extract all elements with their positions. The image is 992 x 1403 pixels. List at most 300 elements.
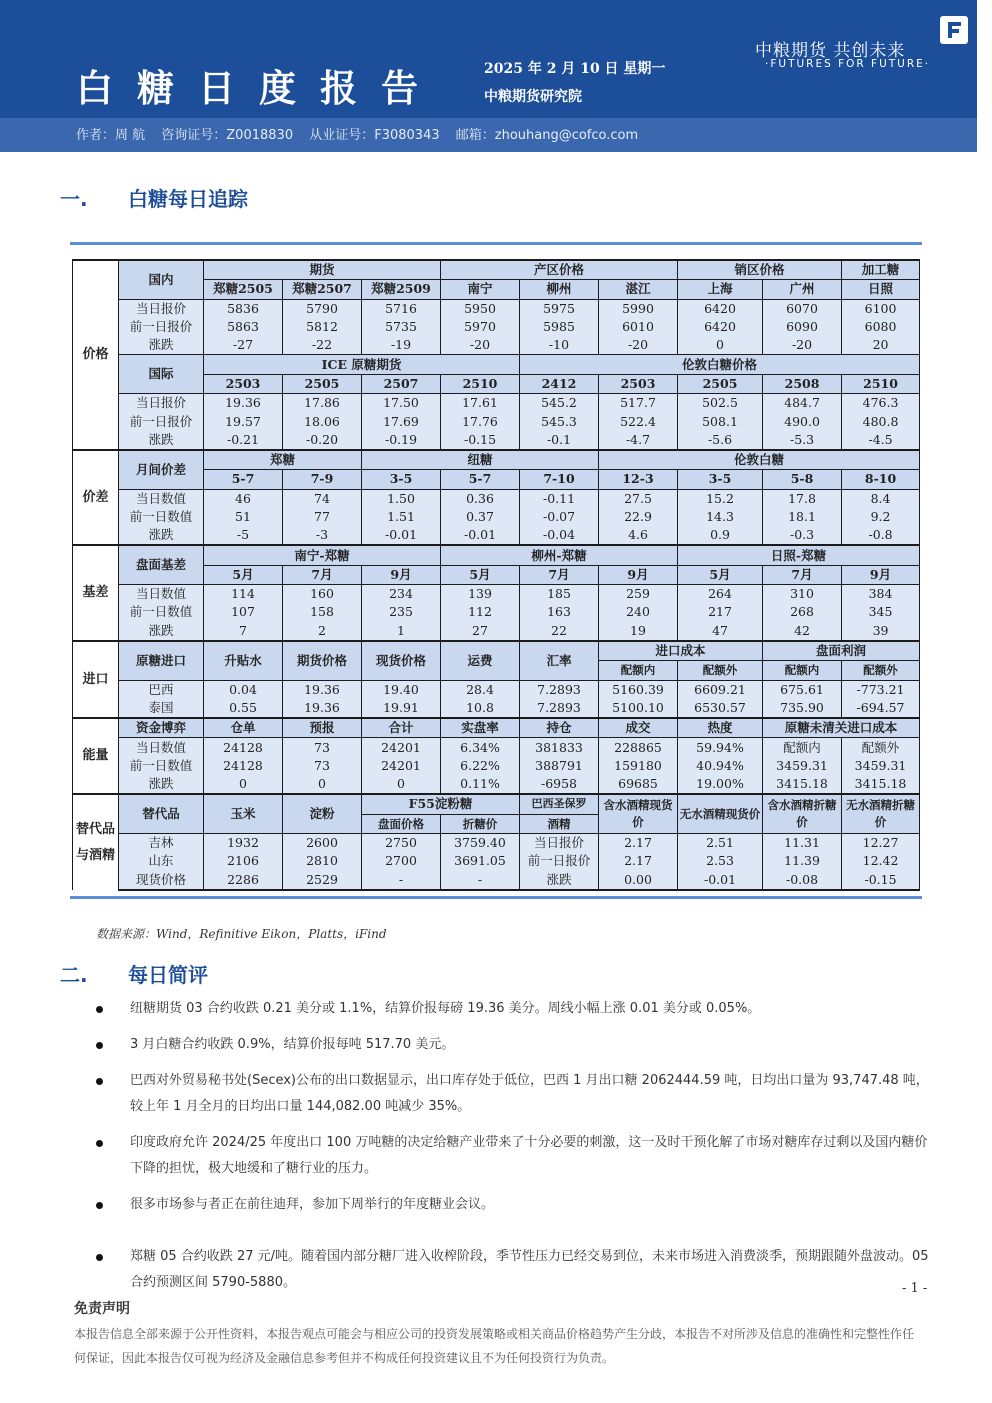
disclaimer-text: 本报告信息全部来源于公开性资料，本报告观点可能会与相应公司的投资发展策略或相关商品价格趋势产生分歧，本报告不对所涉及信息的准确性和完整性作任何保证，因此本报告仅可视为经济及金融信息参考但并不构成任何投资建议且不为任何投资行为负责。 bbox=[74, 1327, 915, 1365]
intl-label: 国际 bbox=[119, 355, 204, 394]
value-cell: -0.15 bbox=[441, 431, 520, 450]
value-cell: 3691.05 bbox=[441, 852, 520, 870]
column-header: 3-5 bbox=[362, 470, 441, 489]
value-cell: 73 bbox=[283, 738, 362, 757]
value-cell: -10 bbox=[520, 336, 599, 355]
row-label: 涨跌 bbox=[520, 871, 599, 890]
column-header: 期货价格 bbox=[283, 641, 362, 680]
group-header: 伦敦白糖价格 bbox=[520, 355, 920, 374]
column-header: 含水酒精折糖价 bbox=[763, 794, 842, 833]
column-header: 3-5 bbox=[678, 470, 763, 489]
list-item bbox=[96, 1192, 932, 1218]
value-cell: 2700 bbox=[362, 852, 441, 870]
list-item bbox=[96, 1068, 932, 1120]
value-cell: 配额外 bbox=[842, 738, 920, 757]
value-cell: 12.27 bbox=[842, 833, 920, 852]
value-cell: 27.5 bbox=[599, 489, 678, 508]
column-header: 无水酒精折糖价 bbox=[842, 794, 920, 833]
disclaimer-title: 免责声明 bbox=[74, 1301, 130, 1317]
row-group-import: 进口 bbox=[73, 641, 119, 718]
value-cell: 0 bbox=[204, 775, 283, 794]
value-cell: 1932 bbox=[204, 833, 283, 852]
section-label: 白糖每日追踪 bbox=[128, 187, 248, 211]
bullet-icon bbox=[96, 1140, 103, 1147]
bullet-text: 郑糖 05 合约收跌 27 元/吨。随着国内部分糖厂进入收榨阶段，季节性压力已经交易到位，未来市场进入消费淡季，预期跟随外盘波动。05 合约预测区间 5790-5880。 bbox=[130, 1249, 929, 1290]
value-cell: 490.0 bbox=[763, 412, 842, 430]
column-header: 玉米 bbox=[204, 794, 283, 833]
divider-bottom bbox=[70, 896, 922, 899]
value-cell: 10.8 bbox=[441, 699, 520, 718]
value-cell: 17.61 bbox=[441, 394, 520, 413]
bullet-icon bbox=[96, 1202, 103, 1209]
value-cell: 0.9 bbox=[678, 526, 763, 545]
column-header: 实盘率 bbox=[441, 718, 520, 738]
column-header: 汇率 bbox=[520, 641, 599, 680]
group-header: 柳州-郑糖 bbox=[441, 545, 678, 565]
value-cell: 502.5 bbox=[678, 394, 763, 413]
table-row bbox=[73, 852, 920, 870]
section-title-commentary bbox=[60, 959, 208, 988]
report-header bbox=[0, 0, 977, 152]
value-cell: -27 bbox=[204, 336, 283, 355]
value-cell: 264 bbox=[678, 585, 763, 604]
table-row bbox=[73, 545, 920, 565]
column-header: 5-7 bbox=[204, 470, 283, 489]
column-header: 运费 bbox=[441, 641, 520, 680]
value-cell: 19.00% bbox=[678, 775, 763, 794]
column-header: 合计 bbox=[362, 718, 441, 738]
column-header: 2503 bbox=[204, 374, 283, 393]
value-cell: 2750 bbox=[362, 833, 441, 852]
value-cell: 7 bbox=[204, 622, 283, 641]
value-cell: 17.8 bbox=[763, 489, 842, 508]
value-cell: 240 bbox=[599, 603, 678, 621]
table-row bbox=[73, 412, 920, 430]
row-group-basis: 基差 bbox=[73, 545, 119, 640]
value-cell: -4.5 bbox=[842, 431, 920, 450]
value-cell: 11.39 bbox=[763, 852, 842, 870]
value-cell: 24128 bbox=[204, 757, 283, 775]
value-cell: -0.20 bbox=[283, 431, 362, 450]
value-cell: 39 bbox=[842, 622, 920, 641]
basis-label: 盘面基差 bbox=[119, 545, 204, 584]
group-header: 郑糖 bbox=[204, 450, 362, 470]
value-cell: 345 bbox=[842, 603, 920, 621]
value-cell: 74 bbox=[283, 489, 362, 508]
column-header: 酒精 bbox=[520, 814, 599, 833]
value-cell: 6.34% bbox=[441, 738, 520, 757]
value-cell: 18.1 bbox=[763, 508, 842, 526]
value-cell: 2.51 bbox=[678, 833, 763, 852]
value-cell: 6100 bbox=[842, 299, 920, 318]
column-header: 5月 bbox=[678, 565, 763, 584]
row-label: 涨跌 bbox=[119, 431, 204, 450]
value-cell: 0.00 bbox=[599, 871, 678, 890]
row-label: 前一日报价 bbox=[520, 852, 599, 870]
value-cell: 1.51 bbox=[362, 508, 441, 526]
value-cell: -20 bbox=[441, 336, 520, 355]
column-header: 成交 bbox=[599, 718, 678, 738]
value-cell: -19 bbox=[362, 336, 441, 355]
value-cell: 508.1 bbox=[678, 412, 763, 430]
column-header: 含水酒精现货价 bbox=[599, 794, 678, 833]
column-header: 7-10 bbox=[520, 470, 599, 489]
value-cell: 22 bbox=[520, 622, 599, 641]
value-cell: 675.61 bbox=[763, 680, 842, 699]
group-header: 原糖未清关进口成本 bbox=[763, 718, 920, 738]
value-cell: 7.2893 bbox=[520, 699, 599, 718]
row-label: 巴西 bbox=[119, 680, 204, 699]
value-cell: -0.8 bbox=[842, 526, 920, 545]
value-cell: 3415.18 bbox=[842, 775, 920, 794]
column-header: 上海 bbox=[678, 280, 763, 299]
table-row bbox=[73, 394, 920, 413]
row-label: 前一日数值 bbox=[119, 508, 204, 526]
row-label: 当日报价 bbox=[119, 299, 204, 318]
value-cell: 107 bbox=[204, 603, 283, 621]
value-cell: 59.94% bbox=[678, 738, 763, 757]
value-cell: -0.3 bbox=[763, 526, 842, 545]
value-cell: 28.4 bbox=[441, 680, 520, 699]
spread-label: 月间价差 bbox=[119, 450, 204, 489]
value-cell: -0.01 bbox=[362, 526, 441, 545]
value-cell: 310 bbox=[763, 585, 842, 604]
value-cell: 0.36 bbox=[441, 489, 520, 508]
brand-name: 中粮期货 共创未来 bbox=[755, 41, 906, 61]
group-header: 进口成本 bbox=[599, 641, 763, 661]
value-cell: 234 bbox=[362, 585, 441, 604]
value-cell: 160 bbox=[283, 585, 362, 604]
value-cell: -4.7 bbox=[599, 431, 678, 450]
value-cell: 2 bbox=[283, 622, 362, 641]
value-cell: 15.2 bbox=[678, 489, 763, 508]
column-header: 资金博弈 bbox=[119, 718, 204, 738]
value-cell: - bbox=[362, 871, 441, 890]
column-header: 现货价格 bbox=[362, 641, 441, 680]
column-header: 5月 bbox=[204, 565, 283, 584]
value-cell: -0.15 bbox=[842, 871, 920, 890]
table-row bbox=[73, 718, 920, 738]
row-group-substitutes: 替代品与酒精 bbox=[73, 794, 119, 889]
column-header: 配额外 bbox=[842, 661, 920, 680]
group-header: 盘面利润 bbox=[763, 641, 920, 661]
column-header: 2507 bbox=[362, 374, 441, 393]
row-label: 涨跌 bbox=[119, 526, 204, 545]
value-cell: 228865 bbox=[599, 738, 678, 757]
value-cell: -0.1 bbox=[520, 431, 599, 450]
table-row bbox=[73, 871, 920, 890]
value-cell: 0 bbox=[678, 336, 763, 355]
value-cell: 2286 bbox=[204, 871, 283, 890]
column-header: 郑糖2509 bbox=[362, 280, 441, 299]
column-header: 配额内 bbox=[763, 661, 842, 680]
bullet-text: 巴西对外贸易秘书处(Secex)公布的出口数据显示，出口库存处于低位，巴西 1 月出口糖 2062444.59 吨，日均出口量为 93,747.48 吨，较上年 1 月全月的日均出口量 144,082.00 吨减少 35%。 bbox=[130, 1073, 929, 1114]
value-cell: 17.86 bbox=[283, 394, 362, 413]
value-cell: 1.50 bbox=[362, 489, 441, 508]
value-cell: 17.69 bbox=[362, 412, 441, 430]
value-cell: 388791 bbox=[520, 757, 599, 775]
value-cell: 19.36 bbox=[283, 699, 362, 718]
row-label: 当日数值 bbox=[119, 738, 204, 757]
table-row bbox=[73, 622, 920, 641]
list-item bbox=[96, 1032, 932, 1058]
value-cell: 8.4 bbox=[842, 489, 920, 508]
sugar-daily-table bbox=[72, 259, 920, 891]
column-header: 升贴水 bbox=[204, 641, 283, 680]
value-cell: 47 bbox=[678, 622, 763, 641]
table-row bbox=[73, 450, 920, 470]
value-cell: 480.8 bbox=[842, 412, 920, 430]
value-cell: 6.22% bbox=[441, 757, 520, 775]
value-cell: 3415.18 bbox=[763, 775, 842, 794]
column-header: 2503 bbox=[599, 374, 678, 393]
value-cell: 1 bbox=[362, 622, 441, 641]
column-header: 7-9 bbox=[283, 470, 362, 489]
table-row bbox=[73, 318, 920, 336]
value-cell: 381833 bbox=[520, 738, 599, 757]
value-cell: 69685 bbox=[599, 775, 678, 794]
value-cell: 19.57 bbox=[204, 412, 283, 430]
value-cell: 24201 bbox=[362, 757, 441, 775]
value-cell: 12.42 bbox=[842, 852, 920, 870]
bullet-text: 很多市场参与者正在前往迪拜，参加下周举行的年度糖业会议。 bbox=[130, 1197, 495, 1212]
bullet-icon bbox=[96, 1006, 103, 1013]
value-cell: 5160.39 bbox=[599, 680, 678, 699]
table-row bbox=[73, 757, 920, 775]
value-cell: 19.36 bbox=[204, 394, 283, 413]
column-header: 郑糖2505 bbox=[204, 280, 283, 299]
bullet-text: 印度政府允许 2024/25 年度出口 100 万吨糖的决定给糖产业带来了十分必要的刺激，这一及时干预化解了市场对糖库存过剩以及国内糖价下降的担忧，极大地缓和了糖行业的压力。 bbox=[130, 1135, 928, 1176]
value-cell: 5812 bbox=[283, 318, 362, 336]
value-cell: -5 bbox=[204, 526, 283, 545]
column-header: 盘面价格 bbox=[362, 814, 441, 833]
value-cell: -0.11 bbox=[520, 489, 599, 508]
row-label: 前一日数值 bbox=[119, 603, 204, 621]
table-row bbox=[73, 603, 920, 621]
value-cell: 9.2 bbox=[842, 508, 920, 526]
value-cell: 5790 bbox=[283, 299, 362, 318]
row-label: 现货价格 bbox=[119, 871, 204, 890]
row-group-price: 价格 bbox=[73, 260, 119, 450]
value-cell: 7.2893 bbox=[520, 680, 599, 699]
column-header: 广州 bbox=[763, 280, 842, 299]
section-number: 二. bbox=[60, 963, 88, 987]
column-header: 仓单 bbox=[204, 718, 283, 738]
value-cell: 40.94% bbox=[678, 757, 763, 775]
value-cell: 384 bbox=[842, 585, 920, 604]
value-cell: 2529 bbox=[283, 871, 362, 890]
column-header: 替代品 bbox=[119, 794, 204, 833]
section-label: 每日简评 bbox=[128, 963, 208, 987]
value-cell: 139 bbox=[441, 585, 520, 604]
value-cell: 19.40 bbox=[362, 680, 441, 699]
row-label: 前一日报价 bbox=[119, 318, 204, 336]
column-header: 配额内 bbox=[599, 661, 678, 680]
value-cell: 0.11% bbox=[441, 775, 520, 794]
value-cell: 158 bbox=[283, 603, 362, 621]
value-cell: 484.7 bbox=[763, 394, 842, 413]
row-group-spread: 价差 bbox=[73, 450, 119, 545]
table-row bbox=[73, 738, 920, 757]
author-name: 作者：周 航 bbox=[76, 128, 146, 143]
list-item bbox=[96, 1130, 932, 1182]
group-header: 伦敦白糖 bbox=[599, 450, 920, 470]
value-cell: -20 bbox=[763, 336, 842, 355]
value-cell: 5716 bbox=[362, 299, 441, 318]
column-header: 淀粉 bbox=[283, 794, 362, 833]
value-cell: 114 bbox=[204, 585, 283, 604]
author-line bbox=[76, 124, 650, 143]
column-header: 9月 bbox=[362, 565, 441, 584]
row-label: 当日报价 bbox=[119, 394, 204, 413]
value-cell: 6530.57 bbox=[678, 699, 763, 718]
row-label: 前一日数值 bbox=[119, 757, 204, 775]
value-cell: 77 bbox=[283, 508, 362, 526]
value-cell: 3459.31 bbox=[763, 757, 842, 775]
group-header: 期货 bbox=[204, 260, 441, 280]
value-cell: 24128 bbox=[204, 738, 283, 757]
group-header: 南宁-郑糖 bbox=[204, 545, 441, 565]
table-row bbox=[73, 355, 920, 374]
value-cell: 6080 bbox=[842, 318, 920, 336]
bullet-text: 3 月白糖合约收跌 0.9%，结算价报每吨 517.70 美元。 bbox=[130, 1037, 455, 1052]
value-cell: -0.21 bbox=[204, 431, 283, 450]
value-cell: 0 bbox=[283, 775, 362, 794]
column-header: 2510 bbox=[441, 374, 520, 393]
data-source: 数据来源：Wind，Refinitive Eikon，Platts，iFind bbox=[96, 927, 387, 941]
value-cell: -0.01 bbox=[678, 871, 763, 890]
group-header: 销区价格 bbox=[678, 260, 842, 280]
practice-cert: 从业证号：F3080343 bbox=[309, 128, 440, 143]
column-header: 5-7 bbox=[441, 470, 520, 489]
table-row bbox=[73, 585, 920, 604]
value-cell: 42 bbox=[763, 622, 842, 641]
page-number: - 1 - bbox=[902, 1281, 928, 1296]
column-header: 持仓 bbox=[520, 718, 599, 738]
value-cell: -773.21 bbox=[842, 680, 920, 699]
column-header: 5月 bbox=[441, 565, 520, 584]
group-header: ICE 原糖期货 bbox=[204, 355, 520, 374]
value-cell: 11.31 bbox=[763, 833, 842, 852]
section-number: 一. bbox=[60, 187, 88, 211]
value-cell: 522.4 bbox=[599, 412, 678, 430]
column-header: 南宁 bbox=[441, 280, 520, 299]
list-item bbox=[96, 996, 932, 1022]
table-row bbox=[73, 299, 920, 318]
column-header: 7月 bbox=[283, 565, 362, 584]
value-cell: 5100.10 bbox=[599, 699, 678, 718]
column-header: 郑糖2507 bbox=[283, 280, 362, 299]
author-email[interactable]: 邮箱：zhouhang@cofco.com bbox=[455, 128, 639, 143]
column-header: 9月 bbox=[842, 565, 920, 584]
value-cell: 4.6 bbox=[599, 526, 678, 545]
bullet-icon bbox=[96, 1042, 103, 1049]
column-header: 5-8 bbox=[763, 470, 842, 489]
value-cell: -5.6 bbox=[678, 431, 763, 450]
column-header: 2505 bbox=[283, 374, 362, 393]
value-cell: - bbox=[441, 871, 520, 890]
value-cell: -3 bbox=[283, 526, 362, 545]
value-cell: 185 bbox=[520, 585, 599, 604]
row-label: 当日数值 bbox=[119, 585, 204, 604]
report-title: 白糖日度报告 bbox=[76, 67, 442, 110]
column-header: 12-3 bbox=[599, 470, 678, 489]
row-label: 当日数值 bbox=[119, 489, 204, 508]
value-cell: 17.50 bbox=[362, 394, 441, 413]
value-cell: 20 bbox=[842, 336, 920, 355]
row-label: 当日报价 bbox=[520, 833, 599, 852]
value-cell: 17.76 bbox=[441, 412, 520, 430]
value-cell: 163 bbox=[520, 603, 599, 621]
value-cell: -5.3 bbox=[763, 431, 842, 450]
list-item bbox=[96, 1244, 932, 1296]
group-header: 产区价格 bbox=[441, 260, 678, 280]
column-header: 7月 bbox=[520, 565, 599, 584]
column-header: 配额外 bbox=[678, 661, 763, 680]
company-logo-icon bbox=[940, 16, 968, 44]
divider-top bbox=[70, 242, 922, 245]
value-cell: 259 bbox=[599, 585, 678, 604]
value-cell: -22 bbox=[283, 336, 362, 355]
value-cell: 235 bbox=[362, 603, 441, 621]
commentary-list bbox=[96, 996, 932, 1306]
value-cell: 545.2 bbox=[520, 394, 599, 413]
table-row bbox=[73, 260, 920, 280]
value-cell: 268 bbox=[763, 603, 842, 621]
value-cell: 6420 bbox=[678, 318, 763, 336]
group-header: 日照-郑糖 bbox=[678, 545, 920, 565]
value-cell: 24201 bbox=[362, 738, 441, 757]
consult-cert: 咨询证号：Z0018830 bbox=[161, 128, 294, 143]
report-date: 2025 年 2 月 10 日 星期一 bbox=[484, 61, 666, 77]
group-header: 加工糖 bbox=[842, 260, 920, 280]
value-cell: 2106 bbox=[204, 852, 283, 870]
group-header: 纽糖 bbox=[362, 450, 599, 470]
value-cell: 22.9 bbox=[599, 508, 678, 526]
value-cell: -694.57 bbox=[842, 699, 920, 718]
row-label: 泰国 bbox=[119, 699, 204, 718]
row-label: 前一日报价 bbox=[119, 412, 204, 430]
value-cell: 476.3 bbox=[842, 394, 920, 413]
value-cell: 2.53 bbox=[678, 852, 763, 870]
value-cell: 27 bbox=[441, 622, 520, 641]
value-cell: 6420 bbox=[678, 299, 763, 318]
group-header: F55淀粉糖 bbox=[362, 794, 520, 814]
column-header: 湛江 bbox=[599, 280, 678, 299]
value-cell: 735.90 bbox=[763, 699, 842, 718]
column-header: 8-10 bbox=[842, 470, 920, 489]
column-header: 2505 bbox=[678, 374, 763, 393]
brand-slogan: ·FUTURES FOR FUTURE· bbox=[765, 58, 931, 70]
value-cell: 配额内 bbox=[763, 738, 842, 757]
bullet-icon bbox=[96, 1078, 103, 1085]
value-cell: -0.19 bbox=[362, 431, 441, 450]
row-label: 涨跌 bbox=[119, 775, 204, 794]
bullet-icon bbox=[96, 1254, 103, 1261]
value-cell: 19 bbox=[599, 622, 678, 641]
table-row bbox=[73, 641, 920, 661]
value-cell: 517.7 bbox=[599, 394, 678, 413]
value-cell: 19.91 bbox=[362, 699, 441, 718]
value-cell: 5990 bbox=[599, 299, 678, 318]
section-title-tracking bbox=[60, 183, 248, 212]
value-cell: 6010 bbox=[599, 318, 678, 336]
row-label: 涨跌 bbox=[119, 336, 204, 355]
value-cell: 2810 bbox=[283, 852, 362, 870]
value-cell: -6958 bbox=[520, 775, 599, 794]
value-cell: 0 bbox=[362, 775, 441, 794]
group-header: 巴西圣保罗 bbox=[520, 794, 599, 814]
